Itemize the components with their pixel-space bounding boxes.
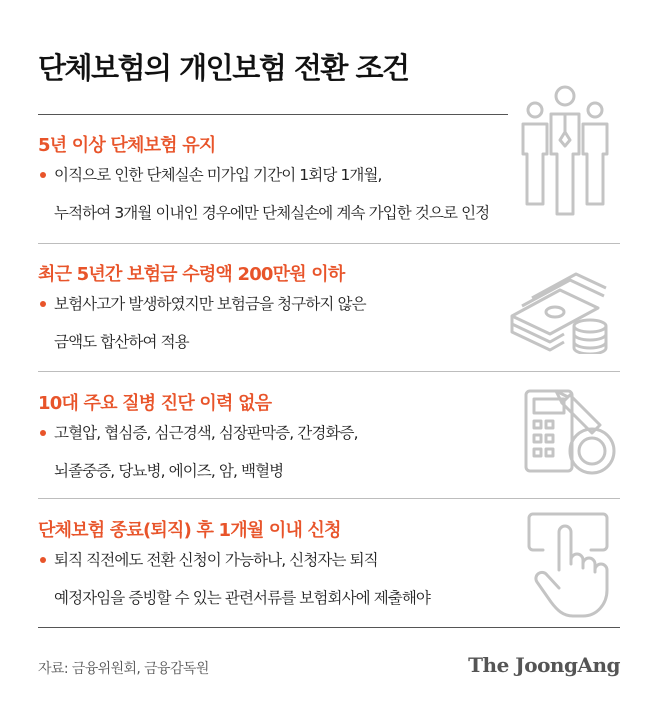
section-3-heading: 10대 주요 질병 진단 이력 없음 <box>38 393 272 414</box>
title-divider <box>38 114 508 115</box>
section-2-heading: 최근 5년간 보험금 수령액 200만원 이하 <box>38 264 345 285</box>
section-1-line-1: 이직으로 인한 단체실손 미가입 기간이 1회당 1개월, <box>38 156 489 194</box>
brand-logo: The JoongAng <box>468 653 620 677</box>
people-group-icon <box>515 82 615 232</box>
section-4-heading: 단체보험 종료(퇴직) 후 1개월 이내 신청 <box>38 520 341 541</box>
section-4-body <box>38 541 430 617</box>
section-2-line-1: 보험사고가 발생하였지만 보험금을 청구하지 않은 <box>38 285 366 323</box>
money-coins-icon <box>508 268 618 354</box>
section-divider-3 <box>38 498 620 499</box>
page-title: 단체보험의 개인보험 전환 조건 <box>38 51 409 85</box>
section-2-line-2: 금액도 합산하여 적용 <box>54 333 189 351</box>
section-1-heading: 5년 이상 단체보험 유지 <box>38 135 216 156</box>
section-3-line-2: 뇌졸중증, 당뇨병, 에이즈, 암, 백혈병 <box>54 462 284 480</box>
section-4-line-2: 예정자임을 증빙할 수 있는 관련서류를 보험회사에 제출해야 <box>54 589 430 607</box>
section-divider-1 <box>38 243 620 244</box>
section-3-body <box>38 414 358 490</box>
hand-pointer-icon <box>525 510 615 622</box>
section-divider-2 <box>38 371 620 372</box>
source-note: 자료: 금융위원회, 금융감독원 <box>38 661 209 677</box>
calculator-pen-icon <box>520 385 620 485</box>
section-4-line-1: 퇴직 직전에도 전환 신청이 가능하나, 신청자는 퇴직 <box>38 541 430 579</box>
footer-divider <box>38 627 620 628</box>
section-1-body <box>38 156 489 232</box>
section-3-line-1: 고혈압, 협심증, 심근경색, 심장판막증, 간경화증, <box>38 414 358 452</box>
section-1-line-2: 누적하여 3개월 이내인 경우에만 단체실손에 계속 가입한 것으로 인정 <box>54 204 490 222</box>
section-2-body <box>38 285 366 361</box>
